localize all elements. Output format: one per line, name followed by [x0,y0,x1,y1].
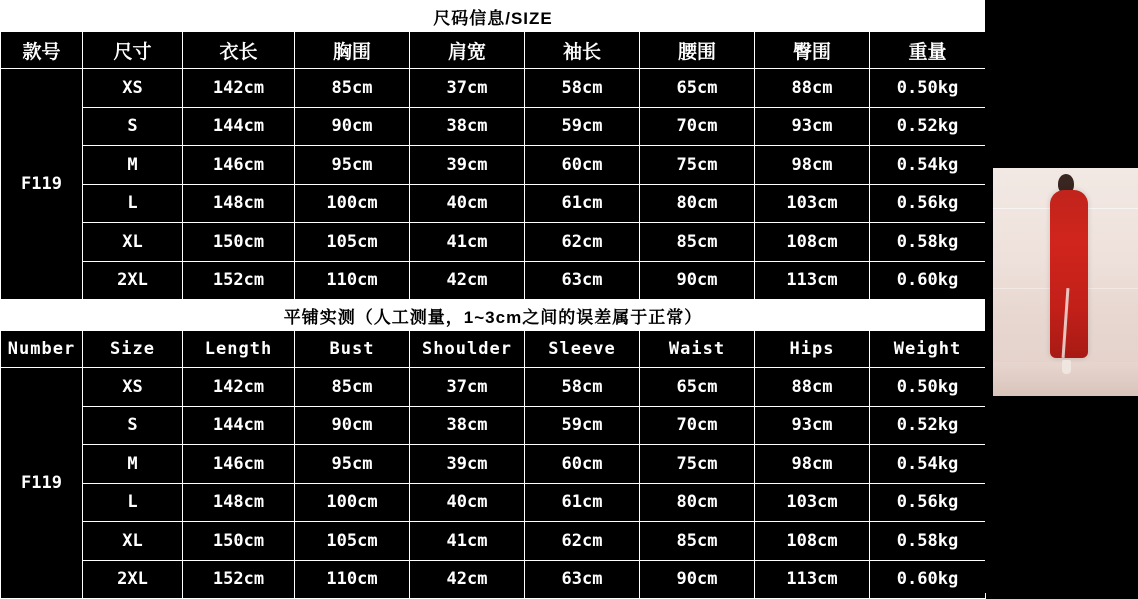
cn-row1-bust: 90cm [295,107,410,146]
table-row [1,368,986,407]
en-row2-length: 146cm [183,445,295,484]
cn-row3-weight: 0.56kg [870,184,986,223]
table-row [1,69,986,108]
en-header-waist: Waist [640,331,755,368]
en-row1-bust: 90cm [295,406,410,445]
cn-row0-weight: 0.50kg [870,69,986,108]
en-row0-hips: 88cm [755,368,870,407]
en-row3-waist: 80cm [640,483,755,522]
cn-row2-size: M [83,146,183,185]
cn-row0-hips: 88cm [755,69,870,108]
red-dress-shape [1050,190,1088,358]
cn-row1-sleeve: 59cm [525,107,640,146]
cn-row5-hips: 113cm [755,261,870,300]
en-row3-size: L [83,483,183,522]
en-row3-sleeve: 61cm [525,483,640,522]
en-row1-waist: 70cm [640,406,755,445]
en-row5-hips: 113cm [755,560,870,599]
en-row4-waist: 85cm [640,522,755,561]
cn-row5-sleeve: 63cm [525,261,640,300]
cn-header-weight: 重量 [870,32,986,69]
cn-row0-size: XS [83,69,183,108]
cn-row4-sleeve: 62cm [525,223,640,262]
en-row1-size: S [83,406,183,445]
cn-row5-weight: 0.60kg [870,261,986,300]
en-row2-shoulder: 39cm [410,445,525,484]
cn-header-length: 衣长 [183,32,295,69]
cn-row3-sleeve: 61cm [525,184,640,223]
cn-row5-shoulder: 42cm [410,261,525,300]
en-row0-shoulder: 37cm [410,368,525,407]
en-row0-length: 142cm [183,368,295,407]
en-row5-shoulder: 42cm [410,560,525,599]
cn-header-shoulder: 肩宽 [410,32,525,69]
en-header-weight: Weight [870,331,986,368]
cn-row1-shoulder: 38cm [410,107,525,146]
table-row [1,522,986,561]
cn-header-size: 尺寸 [83,32,183,69]
cn-banner-row [1,1,986,32]
cn-row4-length: 150cm [183,223,295,262]
en-row0-sleeve: 58cm [525,368,640,407]
en-header-number: Number [1,331,83,368]
cn-header-hips: 臀围 [755,32,870,69]
en-row1-hips: 93cm [755,406,870,445]
cn-row1-hips: 93cm [755,107,870,146]
cn-header-number: 款号 [1,32,83,69]
en-row0-weight: 0.50kg [870,368,986,407]
en-header-bust: Bust [295,331,410,368]
cn-row0-shoulder: 37cm [410,69,525,108]
cn-header-row [1,32,986,69]
cn-row5-length: 152cm [183,261,295,300]
en-row4-sleeve: 62cm [525,522,640,561]
cn-row0-sleeve: 58cm [525,69,640,108]
en-row5-length: 152cm [183,560,295,599]
en-row5-waist: 90cm [640,560,755,599]
cn-row4-weight: 0.58kg [870,223,986,262]
cn-row3-length: 148cm [183,184,295,223]
cn-row2-length: 146cm [183,146,295,185]
cn-row5-bust: 110cm [295,261,410,300]
table-row [1,146,986,185]
en-row5-weight: 0.60kg [870,560,986,599]
en-row4-shoulder: 41cm [410,522,525,561]
cn-row1-size: S [83,107,183,146]
cn-header-bust: 胸围 [295,32,410,69]
cn-row1-length: 144cm [183,107,295,146]
en-row0-waist: 65cm [640,368,755,407]
cn-row5-waist: 90cm [640,261,755,300]
cn-row0-waist: 65cm [640,69,755,108]
cn-row3-size: L [83,184,183,223]
cn-row1-weight: 0.52kg [870,107,986,146]
measurement-note-banner: 平铺实测（人工测量，1~3cm之间的误差属于正常） [1,300,986,331]
en-header-shoulder: Shoulder [410,331,525,368]
table-row [1,406,986,445]
en-row4-weight: 0.58kg [870,522,986,561]
en-header-length: Length [183,331,295,368]
en-row1-length: 144cm [183,406,295,445]
cn-header-sleeve: 袖长 [525,32,640,69]
en-header-size: Size [83,331,183,368]
en-row2-waist: 75cm [640,445,755,484]
cn-row2-shoulder: 39cm [410,146,525,185]
table-row [1,483,986,522]
cn-row4-waist: 85cm [640,223,755,262]
cn-row4-bust: 105cm [295,223,410,262]
en-row2-sleeve: 60cm [525,445,640,484]
en-row5-sleeve: 63cm [525,560,640,599]
en-row1-sleeve: 59cm [525,406,640,445]
model-shoe [1062,360,1071,374]
en-header-hips: Hips [755,331,870,368]
en-row0-size: XS [83,368,183,407]
cn-row4-size: XL [83,223,183,262]
cn-row2-hips: 98cm [755,146,870,185]
measurement-note-row [1,300,986,331]
en-row2-bust: 95cm [295,445,410,484]
cn-row2-waist: 75cm [640,146,755,185]
table-row [1,223,986,262]
cn-row5-size: 2XL [83,261,183,300]
en-row3-hips: 103cm [755,483,870,522]
cn-row2-weight: 0.54kg [870,146,986,185]
cn-row4-hips: 108cm [755,223,870,262]
table-row [1,184,986,223]
cn-row0-length: 142cm [183,69,295,108]
cn-row0-bust: 85cm [295,69,410,108]
en-row3-bust: 100cm [295,483,410,522]
en-header-row [1,331,986,368]
en-row2-hips: 98cm [755,445,870,484]
cn-model-number: F119 [1,69,83,300]
en-row4-size: XL [83,522,183,561]
table-row [1,261,986,300]
cn-row1-waist: 70cm [640,107,755,146]
en-row2-size: M [83,445,183,484]
en-row5-bust: 110cm [295,560,410,599]
cn-row2-sleeve: 60cm [525,146,640,185]
en-row3-length: 148cm [183,483,295,522]
en-row4-length: 150cm [183,522,295,561]
product-photo-area [985,0,1138,593]
en-model-number: F119 [1,368,83,599]
en-row3-weight: 0.56kg [870,483,986,522]
red-dress-photo [993,168,1138,396]
cn-row3-waist: 80cm [640,184,755,223]
table-row [1,445,986,484]
table-row [1,107,986,146]
cn-row3-hips: 103cm [755,184,870,223]
cn-header-waist: 腰围 [640,32,755,69]
cn-row4-shoulder: 41cm [410,223,525,262]
en-row4-hips: 108cm [755,522,870,561]
en-row4-bust: 105cm [295,522,410,561]
cn-row3-shoulder: 40cm [410,184,525,223]
en-header-sleeve: Sleeve [525,331,640,368]
cn-row3-bust: 100cm [295,184,410,223]
en-row5-size: 2XL [83,560,183,599]
en-row3-shoulder: 40cm [410,483,525,522]
en-row0-bust: 85cm [295,368,410,407]
cn-row2-bust: 95cm [295,146,410,185]
en-row1-weight: 0.52kg [870,406,986,445]
cn-table-banner: 尺码信息/SIZE [1,1,986,32]
en-row2-weight: 0.54kg [870,445,986,484]
en-row1-shoulder: 38cm [410,406,525,445]
